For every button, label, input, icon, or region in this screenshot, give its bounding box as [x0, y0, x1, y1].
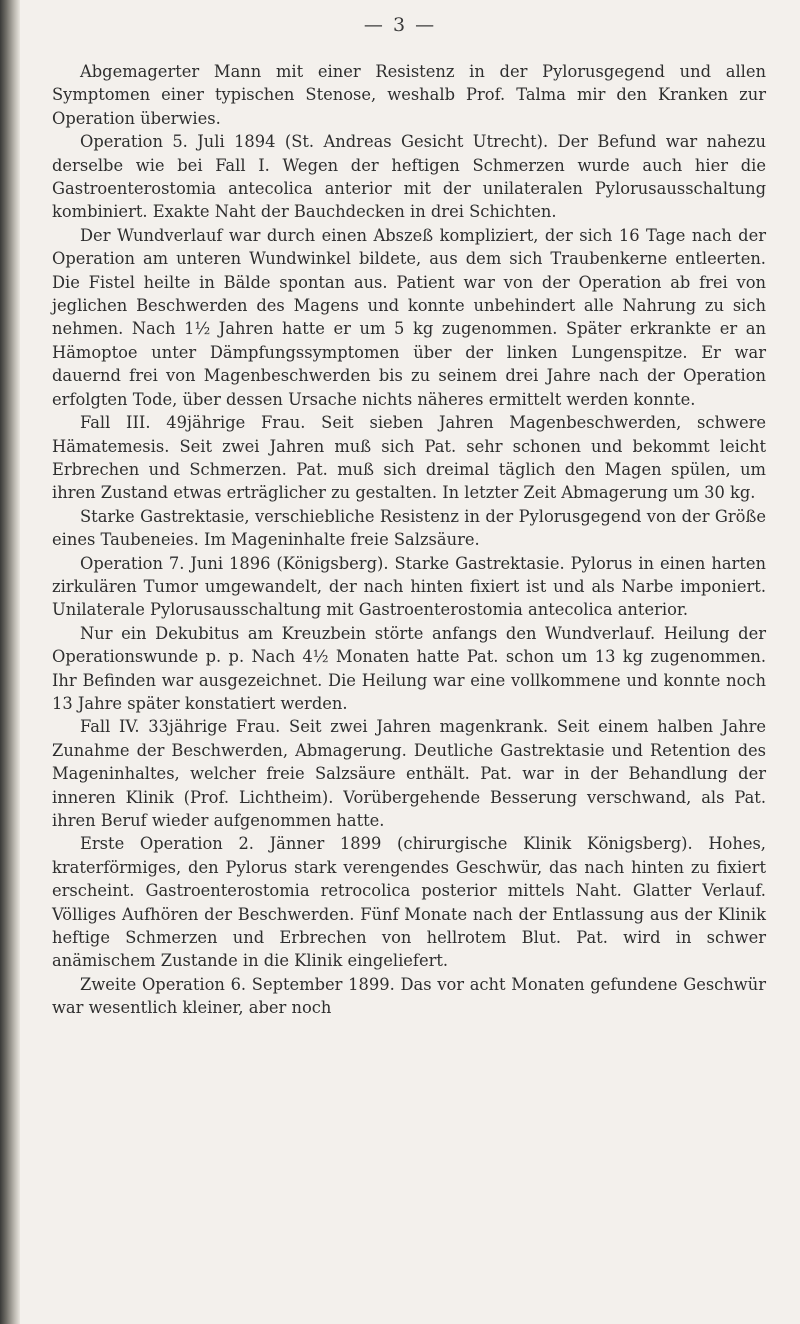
page-number: — 3 —: [363, 14, 437, 36]
paragraph-2: Operation 5. Juli 1894 (St. Andreas Gesicht Utrecht). Der Befund war nahezu derselbe wie bei Fall I. Wegen der heftigen Schmerzen wurde auch hier die Gastroenterostomia antecolica anterior mit der unilateralen Pylorusausschaltung kombiniert. Exakte Naht der Bauchdecken in drei Schichten.: [52, 132, 766, 222]
paragraph-3: Der Wundverlauf war durch einen Abszeß kompliziert, der sich 16 Tage nach der Operation am unteren Wundwinkel bildete, aus dem sich Traubenkerne entleerten. Die Fistel heilte in Bälde spontan aus. Patient war von der Operation ab frei von jeglichen Beschwerden des Magens und konnte unbehindert alle Nahrung zu sich nehmen. Nach 1½ Jahren hatte er um 5 kg zugenommen. Später erkrankte er an Hämoptoe unter Dämpfungssymptomen über der linken Lungenspitze. Er war dauernd frei von Magenbeschwerden bis zu seinem drei Jahre nach der Operation erfolgten Tode, über dessen Ursache nichts näheres ermittelt werden konnte.: [52, 225, 766, 409]
body-text: [52, 60, 766, 1020]
paragraph-6: Operation 7. Juni 1896 (Königsberg). Starke Gastrektasie. Pylorus in einen harten zirkulären Tumor umgewandelt, der nach hinten fixiert ist und als Narbe imponiert. Unilaterale Pylorusausschaltung mit Gastroenterostomia antecolica anterior.: [52, 553, 766, 620]
paragraph-5: Starke Gastrektasie, verschiebliche Resistenz in der Pylorusgegend von der Größe eines Taubeneies. Im Mageninhalte freie Salzsäure.: [52, 506, 766, 550]
paragraph-1: Abgemagerter Mann mit einer Resistenz in der Pylorusgegend und allen Symptomen einer typischen Stenose, weshalb Prof. Talma mir den Kranken zur Operation überwies.: [52, 62, 766, 128]
paragraph-4: Fall III. 49jährige Frau. Seit sieben Jahren Magenbeschwerden, schwere Hämatemesis. Seit zwei Jahren muß sich Pat. sehr schonen und bekommt leicht Erbrechen und Schmerzen. Pat. muß sich dreimal täglich den Magen spülen, um ihren Zustand etwas erträglicher zu gestalten. In letzter Zeit Abmagerung um 30 kg.: [52, 413, 766, 503]
scan-spine-shadow: [0, 0, 20, 1324]
paragraph-9: Erste Operation 2. Jänner 1899 (chirurgische Klinik Königsberg). Hohes, kraterförmiges, den Pylorus stark verengendes Geschwür, das nach hinten zu fixiert erscheint. Gastroenterostomia retrocolica posterior mittels Naht. Glatter Verlauf. Völliges Aufhören der Beschwerden. Fünf Monate nach der Entlassung aus der Klinik heftige Schmerzen und Erbrechen von hellrotem Blut. Pat. wird in schwer anämischem Zustande in die Klinik eingeliefert.: [52, 834, 766, 971]
paragraph-10: Zweite Operation 6. September 1899. Das vor acht Monaten gefundene Geschwür war wesentlich kleiner, aber noch: [52, 974, 766, 1018]
paragraph-7: Nur ein Dekubitus am Kreuzbein störte anfangs den Wundverlauf. Heilung der Operationswunde p. p. Nach 4½ Monaten hatte Pat. schon um 13 kg zugenommen. Ihr Befinden war ausgezeichnet. Die Heilung war eine vollkommene und konnte noch 13 Jahre später konstatiert werden.: [52, 623, 766, 713]
paragraph-8: Fall IV. 33jährige Frau. Seit zwei Jahren magenkrank. Seit einem halben Jahre Zunahme der Beschwerden, Abmagerung. Deutliche Gastrektasie und Retention des Mageninhaltes, welcher freie Salzsäure enthält. Pat. war in der Behandlung der inneren Klinik (Prof. Lichtheim). Vorübergehende Besserung verschwand, als Pat. ihren Beruf wieder aufgenommen hatte.: [52, 717, 766, 830]
